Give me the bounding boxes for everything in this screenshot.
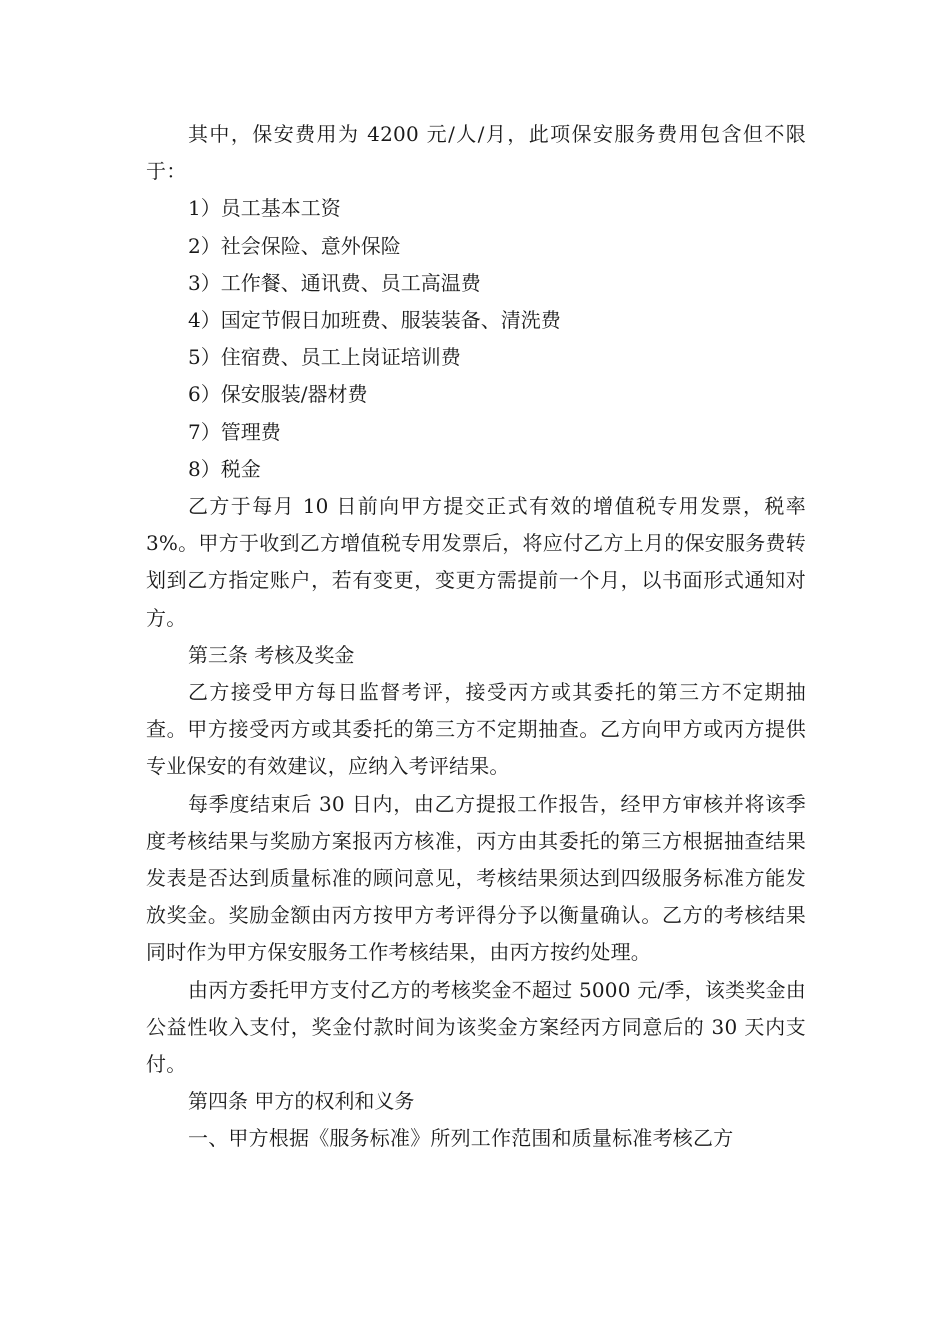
list-item: 1）员工基本工资 — [188, 196, 341, 221]
list-item: 6）保安服装/器材费 — [188, 382, 368, 407]
document-page — [146, 116, 806, 1158]
list-item: 4）国定节假日加班费、服装装备、清洗费 — [188, 308, 561, 333]
paragraph-quarterly: 每季度结束后 30 日内，由乙方提报工作报告，经甲方审核并将该季度考核结果与奖励方案报丙方核准，丙方由其委托的第三方根据抽查结果发表是否达到质量标准的顾问意见，考核结果须达到四级服务标准方能发放奖金。奖励金额由丙方按甲方考评得分予以衡量确认。乙方的考核结果同时作为甲方保安服务工作考核结果，由丙方按约处理。 — [146, 791, 806, 965]
paragraph-bonus: 由丙方委托甲方支付乙方的考核奖金不超过 5000 元/季，该类奖金由公益性收入支付，奖金付款时间为该奖金方案经丙方同意后的 30 天内支付。 — [146, 977, 806, 1077]
list-item: 3）工作餐、通讯费、员工高温费 — [188, 270, 481, 295]
list-item: 2）社会保险、意外保险 — [188, 233, 401, 258]
list-item: 5）住宿费、员工上岗证培训费 — [188, 345, 461, 370]
list-item: 7）管理费 — [188, 419, 281, 444]
paragraph-invoice: 乙方于每月 10 日前向甲方提交正式有效的增值税专用发票，税率 3%。甲方于收到乙方增值税专用发票后，将应付乙方上月的保安服务费转划到乙方指定账户，若有变更，变更方需提前一个月，以书面形式通知对方。 — [146, 494, 806, 630]
section-heading-4: 第四条 甲方的权利和义务 — [188, 1089, 415, 1114]
paragraph-rights: 一、甲方根据《服务标准》所列工作范围和质量标准考核乙方 — [188, 1126, 734, 1151]
paragraph-fee: 其中，保安费用为 4200 元/人/月，此项保安服务费用包含但不限于： — [146, 122, 806, 184]
paragraph-assessment: 乙方接受甲方每日监督考评，接受丙方或其委托的第三方不定期抽查。甲方接受丙方或其委托的第三方不定期抽查。乙方向甲方或丙方提供专业保安的有效建议，应纳入考评结果。 — [146, 680, 806, 779]
section-heading-3: 第三条 考核及奖金 — [188, 642, 355, 667]
list-item: 8）税金 — [188, 456, 261, 481]
